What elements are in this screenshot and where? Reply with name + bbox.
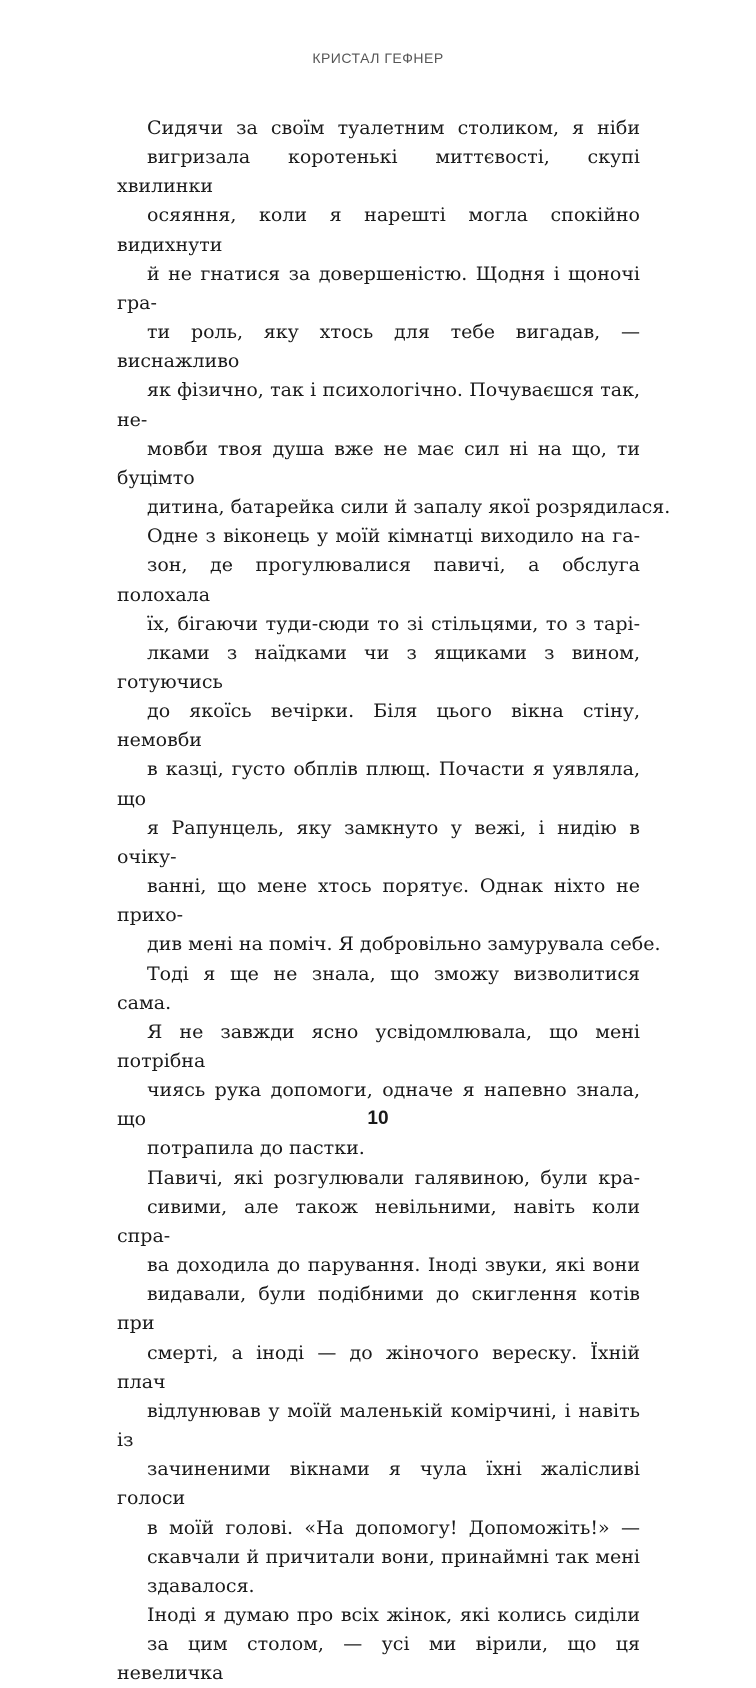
text-line: Іноді я думаю про всіх жінок, які колись сиділи: [147, 1603, 640, 1626]
paragraph: [117, 522, 661, 959]
text-line: за цим столом, — усі ми вірили, що ця невеличка: [117, 1633, 640, 1685]
text-line: див мені на поміч. Я добровільно замурувала себе.: [147, 933, 661, 956]
text-line: відлунював у моїй маленькій комірчині, і навіть із: [117, 1399, 640, 1452]
text-line: осяяння, коли я нарешті могла спокійно видихнути: [117, 204, 640, 256]
text-line: ва доходила до парування. Іноді звуки, які вони: [147, 1254, 640, 1277]
text-line: Одне з віконець у моїй кімнатці виходило на га-: [147, 525, 640, 548]
text-line: Сидячи за своїм туалетним столиком, я ніби: [147, 117, 640, 139]
paragraph: [117, 1164, 640, 1601]
running-head: КРИСТАЛ ГЕФНЕР: [312, 50, 444, 66]
text-line: в моїй голові. «На допомогу! Допоможіть!» —: [147, 1516, 640, 1539]
text-line: зачиненими вікнами я чула їхні жалісливі голоси: [117, 1458, 640, 1510]
text-line: потрапила до пастки.: [147, 1137, 365, 1160]
text-line: до якоїсь вечірки. Біля цього вікна стіну, немовби: [117, 700, 640, 752]
text-line: Я не завжди ясно усвідомлювала, що мені потрібна: [117, 1020, 640, 1072]
text-line: вигризала коротенькі миттєвості, скупі хвилинки: [117, 146, 640, 198]
text-line: зон, де прогулювалися павичі, а обслуга полохала: [117, 554, 640, 606]
paragraph: [117, 960, 640, 1164]
text-line: дитина, батарейка сили й запалу якої розрядилася.: [147, 496, 671, 519]
text-line: Павичі, які розгулювали галявиною, були кра-: [147, 1166, 640, 1189]
text-line: як фізично, так і психологічно. Почуваєшся так, не-: [117, 379, 640, 431]
text-line: їх, бігаючи туди-сюди то зі стільцями, то з тарі-: [147, 612, 640, 635]
text-line: здавалося.: [147, 1574, 255, 1597]
text-line: мовби твоя душа вже не має сил ні на що, ти буцімто: [117, 437, 640, 489]
page-number: 10: [367, 1108, 389, 1129]
paragraph: [117, 114, 671, 522]
text-line: лками з наїдками чи з ящиками з вином, готуючись: [117, 641, 640, 693]
text-line: Тоді я ще не знала, що зможу визволитися сама.: [117, 962, 640, 1014]
body-text: [117, 114, 671, 1688]
text-line: я Рапунцель, яку замкнуто у вежі, і нидію в очіку-: [117, 816, 640, 868]
paragraph: [117, 1601, 640, 1688]
text-line: смерті, а іноді — до жіночого вереску. Їхній плач: [117, 1341, 640, 1393]
text-line: скавчали й причитали вони, принаймні так мені: [147, 1545, 640, 1568]
text-line: ванні, що мене хтось порятує. Однак ніхто не прихо-: [117, 875, 640, 927]
text-line: видавали, були подібними до скиглення котів при: [117, 1283, 640, 1335]
text-line: в казці, густо обплів плющ. Почасти я уявляла, що: [117, 758, 640, 810]
text-line: чиясь рука допомоги, одначе я напевно знала, що: [117, 1079, 640, 1131]
text-line: й не гнатися за довершеністю. Щодня і щоночі гра-: [117, 262, 640, 314]
text-line: сивими, але також невільними, навіть коли спра-: [117, 1195, 640, 1247]
text-line: ти роль, яку хтось для тебе вигадав, — виснажливо: [117, 321, 640, 373]
